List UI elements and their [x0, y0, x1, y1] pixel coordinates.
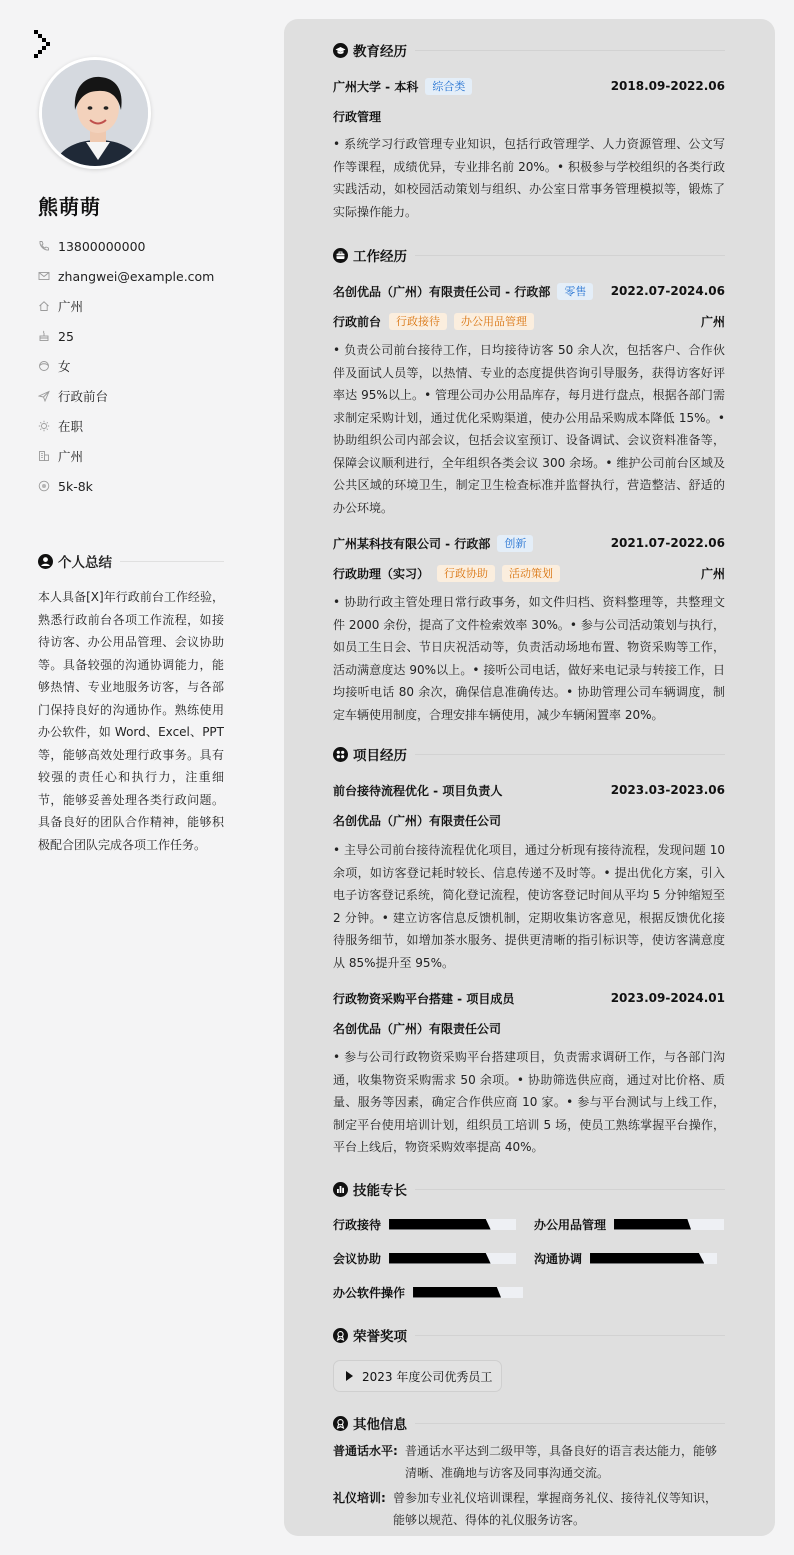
info-target-city [38, 441, 214, 471]
skill-bar-fill [389, 1219, 491, 1230]
divider [415, 50, 725, 51]
skill-label: 办公用品管理 [534, 1217, 607, 1232]
school-name: 广州大学 - 本科 [333, 79, 419, 94]
work-city: 广州 [700, 566, 725, 581]
divider [415, 255, 725, 256]
skill-label: 办公软件操作 [333, 1285, 406, 1300]
skill-bar-fill [590, 1253, 704, 1264]
work-header [333, 245, 725, 265]
candidate-name: 熊萌萌 [38, 195, 101, 219]
grid-icon [333, 747, 348, 762]
other-key: 普通话水平: [333, 1444, 398, 1458]
user-icon [38, 554, 53, 569]
project-1-desc: • 主导公司前台接待流程优化项目，通过分析现有接待流程，发现问题 10 余项，如访客登记耗时较长、信息传递不及时等。• 提出优化方案，引入电子访客登记系统，简化登记流程，使访客登记时间从平均 5 分钟缩短至 2 分钟。• 建立访客信息反馈机制，定期收集访客意见，根据反馈优化接待服务细节，如增加茶水服务、提供更清晰的指引标识等，使访客满意度从 85%提升至 95%。 [333, 843, 725, 970]
info-email [38, 261, 214, 291]
gender-text: 女 [58, 359, 71, 374]
education-header [333, 40, 725, 60]
work-city: 广州 [700, 314, 725, 329]
other-title: 其他信息 [353, 1417, 407, 1433]
avatar [39, 57, 151, 169]
work-date: 2021.07-2022.06 [610, 536, 725, 550]
info-salary [38, 471, 214, 501]
status-text: 在职 [58, 419, 84, 434]
phone-icon [38, 240, 50, 252]
work-title: 工作经历 [353, 249, 407, 265]
position-text: 行政前台 [58, 389, 109, 404]
work-item-2-header [333, 533, 725, 553]
location-text: 广州 [58, 299, 84, 314]
skill-bar-fill [389, 1253, 491, 1264]
skill-tag: 行政接待 [389, 313, 447, 330]
project-name: 前台接待流程优化 - 项目负责人 [333, 783, 503, 798]
awards-header [333, 1325, 725, 1345]
education-title: 教育经历 [353, 44, 407, 60]
other-value: 曾参加专业礼仪培训课程，掌握商务礼仪、接待礼仪等知识，能够以规范、得体的礼仪服务访客。 [393, 1491, 718, 1527]
phone-text: 13800000000 [58, 238, 146, 254]
other-item [333, 1487, 725, 1531]
skill-label: 会议协助 [333, 1251, 382, 1266]
divider [415, 754, 725, 755]
education-desc: • 系统学习行政管理专业知识，包括行政管理学、人力资源管理、公文写作等课程，成绩优异，专业排名前 20%。• 积极参与学校组织的各类行政实践活动，如校园活动策划与组织、办公室日常事务管理模拟等，锻炼了实际操作能力。 [333, 137, 725, 219]
resume-card [284, 19, 775, 1536]
projects-header [333, 744, 725, 764]
briefcase-icon [333, 248, 348, 263]
info-status [38, 411, 214, 441]
work-item-1-desc: • 负责公司前台接待工作，日均接待访客 50 余人次，包括客户、合作伙伴及面试人员等，以热情、专业的态度提供咨询引导服务，获得访客好评率达 95%以上。• 管理公司办公用品库存，每月进行盘点，根据各部门需求制定采购计划，通过优化采购渠道，使办公用品采购成本降低 15%。• 协助组织公司内部会议，包括会议室预订、设备调试、会议资料准备等，保障会议顺利进行，全年组织各类会议 300 余场。• 维护公司前台区域及公共区域的环境卫生，制定卫生检查标准并监督执行，营造整洁、舒适的办公环境。 [333, 343, 725, 515]
other-value: 普通话水平达到二级甲等，具备良好的语言表达能力，能够清晰、准确地与访客及同事沟通交流。 [405, 1444, 718, 1480]
left-column [0, 0, 262, 1555]
skill-tag: 活动策划 [502, 565, 560, 582]
project-2-org [333, 1018, 725, 1038]
skills-header [333, 1179, 725, 1199]
award-icon [333, 1328, 348, 1343]
project-1-header [333, 780, 725, 800]
work-tag: 零售 [557, 283, 593, 300]
skill-item [534, 1214, 724, 1234]
skill-bar-track [614, 1219, 724, 1230]
major-name: 行政管理 [333, 109, 382, 124]
email-text[interactable]: zhangwei@example.com [58, 268, 215, 284]
home-icon [38, 300, 50, 312]
skill-item [333, 1248, 516, 1268]
project-1-org [333, 810, 725, 830]
bar-chart-icon [333, 1182, 348, 1197]
gender-icon [38, 360, 50, 372]
awards-title: 荣誉奖项 [353, 1329, 407, 1345]
skill-item [333, 1214, 516, 1234]
skill-bar-track [413, 1287, 523, 1298]
skill-bar-fill [413, 1287, 501, 1298]
contact-info-list [38, 231, 214, 501]
send-icon [38, 390, 50, 402]
education-row [333, 76, 725, 96]
building-icon [38, 450, 50, 462]
projects-title: 项目经历 [353, 748, 407, 764]
other-header [333, 1413, 725, 1433]
divider [415, 1189, 725, 1190]
graduation-cap-icon [333, 43, 348, 58]
project-2-desc: • 参与公司行政物资采购平台搭建项目，负责需求调研工作，与各部门沟通，收集物资采购需求 50 余项。• 协助筛选供应商，通过对比价格、质量、服务等因素，确定合作供应商 10 家。• 参与平台测试与上线工作，制定平台使用培训计划，组织员工培训 5 场，使员工熟练掌握平台操作，平台上线后，物资采购效率提高 40%。 [333, 1050, 725, 1154]
project-2-header [333, 988, 725, 1008]
project-org: 名创优品（广州）有限责任公司 [333, 813, 502, 828]
skill-label: 沟通协调 [534, 1251, 583, 1266]
play-icon [346, 1371, 353, 1381]
avatar-portrait [42, 60, 151, 169]
work-item-1-role [333, 311, 725, 331]
skill-item [333, 1282, 523, 1302]
award-toggle-button[interactable] [333, 1360, 502, 1392]
info-award-icon [333, 1416, 348, 1431]
summary-text: 本人具备[X]年行政前台工作经验，熟悉行政前台各项工作流程，如接待访客、办公用品管理、会议协助等。具备较强的沟通协调能力，能够热情、专业地服务访客，与各部门保持良好的沟通协作。熟练使用办公软件，如 Word、Excel、PPT 等，能够高效处理行政事务。具有较强的责任心和执行力，注重细节，能够妥善处理各类行政问题。具备良好的团队合作精神，能够积极配合团队完成各项工作任务。 [38, 590, 224, 852]
sun-icon [38, 420, 50, 432]
divider [415, 1423, 725, 1424]
project-name: 行政物资采购平台搭建 - 项目成员 [333, 991, 515, 1006]
education-date: 2018.09-2022.06 [610, 79, 725, 93]
project-date: 2023.09-2024.01 [610, 991, 725, 1005]
summary-title: 个人总结 [58, 555, 112, 571]
info-gender [38, 351, 214, 381]
summary-header [38, 551, 224, 571]
target-city-text: 广州 [58, 449, 84, 464]
skill-bar-track [389, 1219, 516, 1230]
info-phone [38, 231, 214, 261]
work-tag: 创新 [497, 535, 533, 552]
work-item-1-header [333, 281, 725, 301]
skill-label: 行政接待 [333, 1217, 382, 1232]
major-row [333, 106, 725, 126]
age-text: 25 [58, 328, 74, 344]
cake-icon [38, 330, 50, 342]
divider [120, 561, 224, 562]
skills-title: 技能专长 [353, 1183, 407, 1199]
work-item-2-role [333, 563, 725, 583]
skill-tag: 办公用品管理 [454, 313, 534, 330]
work-date: 2022.07-2024.06 [610, 284, 725, 298]
mail-icon [38, 270, 50, 282]
other-item [333, 1440, 725, 1484]
skill-item [534, 1248, 717, 1268]
work-item-2-desc: • 协助行政主管处理日常行政事务，如文件归档、资料整理等，共整理文件 2000 余份，提高了文件检索效率 30%。• 参与公司活动策划与执行，如员工生日会、节日庆祝活动等，负责活动场地布置、物资采购等工作，活动满意度达 90%以上。• 接听公司电话，做好来电记录与转接工作，日均接听电话 80 余次，确保信息准确传达。• 协助管理公司车辆调度，制定车辆使用制度，合理安排车辆使用，减少车辆闲置率 20%。 [333, 595, 725, 722]
school-tag: 综合类 [425, 78, 472, 95]
divider [415, 1335, 725, 1336]
project-org: 名创优品（广州）有限责任公司 [333, 1021, 502, 1036]
info-location [38, 291, 214, 321]
info-position [38, 381, 214, 411]
skill-bar-track [590, 1253, 717, 1264]
skill-bar-track [389, 1253, 516, 1264]
coin-icon [38, 480, 50, 492]
salary-text: 5k-8k [58, 478, 93, 494]
skill-tag: 行政协助 [437, 565, 495, 582]
work-role: 行政前台 [333, 314, 382, 329]
skill-bar-fill [614, 1219, 691, 1230]
work-company: 名创优品（广州）有限责任公司 - 行政部 [333, 284, 551, 299]
work-role: 行政助理（实习） [333, 566, 430, 581]
work-company: 广州某科技有限公司 - 行政部 [333, 536, 491, 551]
award-label: 2023 年度公司优秀员工 [362, 1369, 493, 1384]
project-date: 2023.03-2023.06 [610, 783, 725, 797]
logo-icon [34, 30, 52, 58]
other-key: 礼仪培训: [333, 1491, 386, 1505]
info-age [38, 321, 214, 351]
